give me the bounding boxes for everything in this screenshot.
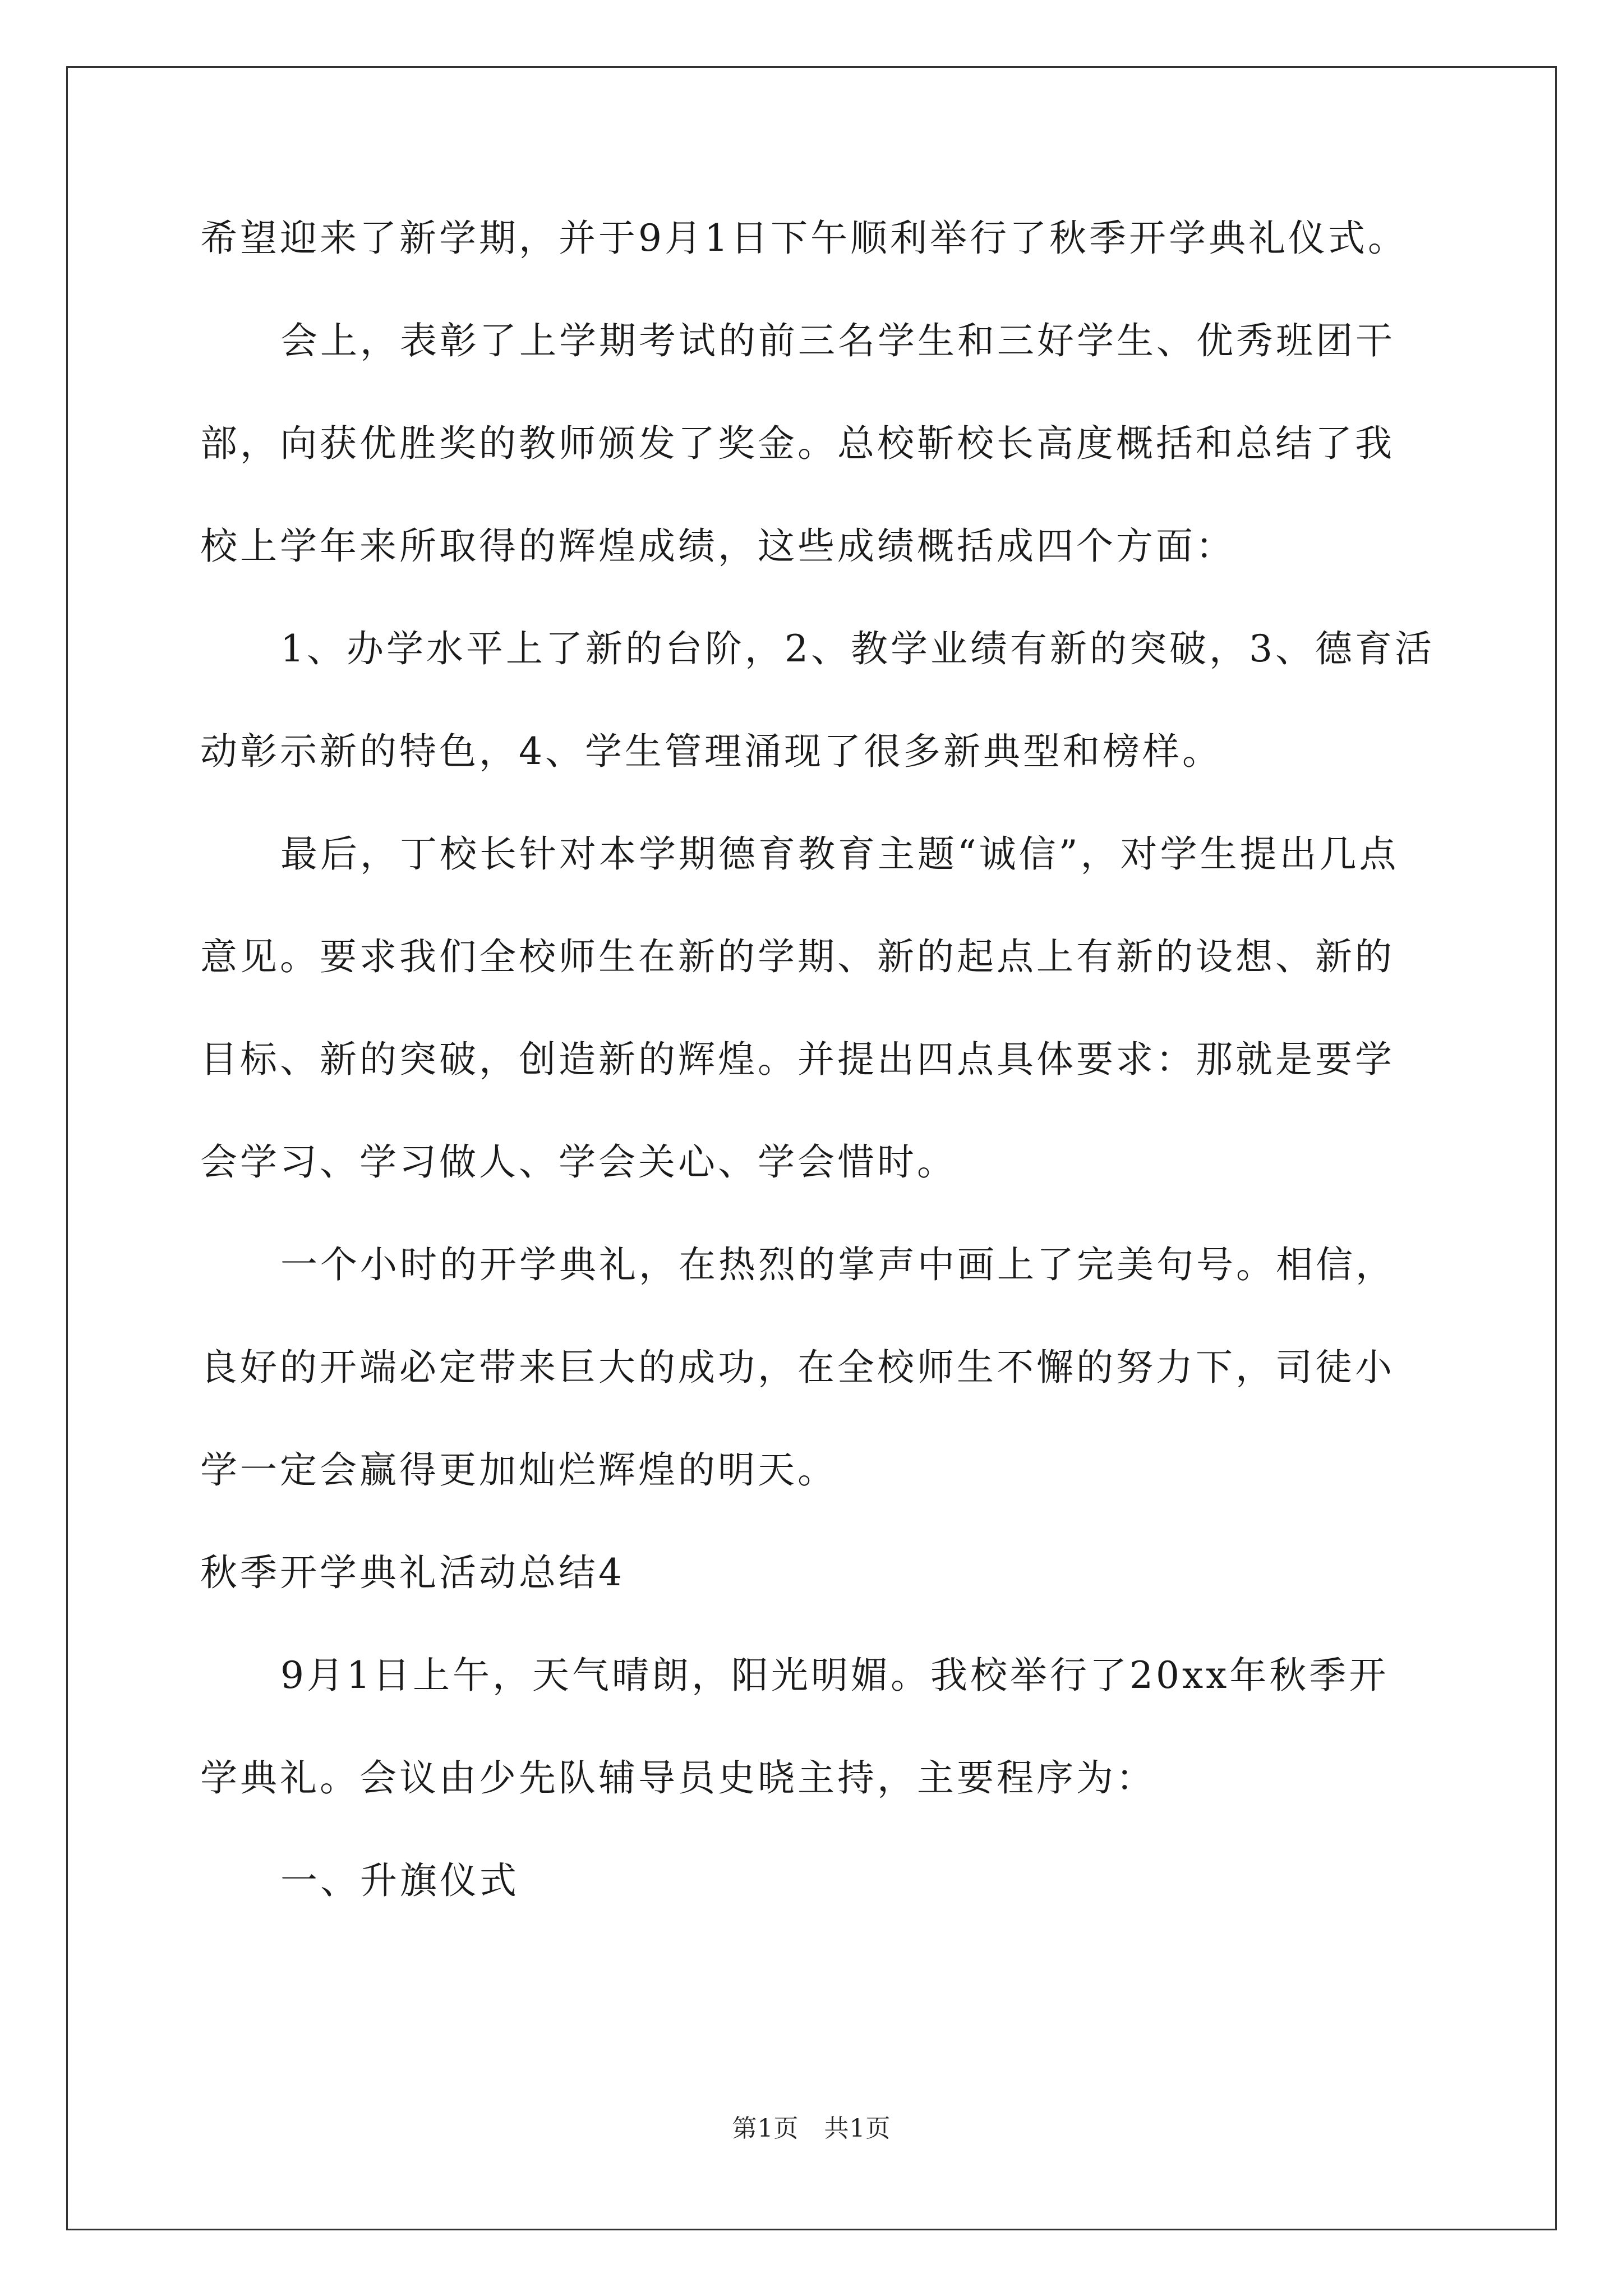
page-number-footer: 第1页 共1页 bbox=[732, 2114, 891, 2143]
text-line: 希望迎来了新学期，并于9月1日下午顺利举行了秋季开学典礼仪式。 bbox=[200, 217, 1408, 260]
section-heading: 秋季开学典礼活动总结4 bbox=[200, 1551, 625, 1594]
text-line: 1、办学水平上了新的台阶，2、教学业绩有新的突破，3、德育活 bbox=[280, 627, 1435, 670]
text-line: 会学习、学习做人、学会关心、学会惜时。 bbox=[200, 1140, 957, 1184]
text-line: 校上学年来所取得的辉煌成绩，这些成绩概括成四个方面： bbox=[200, 524, 1235, 568]
text-line: 9月1日上午，天气晴朗，阳光明媚。我校举行了20xx年秋季开 bbox=[280, 1654, 1389, 1697]
text-line: 学一定会赢得更加灿烂辉煌的明天。 bbox=[200, 1448, 837, 1492]
text-line: 意见。要求我们全校师生在新的学期、新的起点上有新的设想、新的 bbox=[200, 935, 1395, 978]
text-line: 动彰示新的特色，4、学生管理涌现了很多新典型和榜样。 bbox=[200, 730, 1222, 773]
text-line: 学典礼。会议由少先队辅导员史晓主持，主要程序为： bbox=[200, 1756, 1156, 1800]
text-line: 目标、新的突破，创造新的辉煌。并提出四点具体要求：那就是要学 bbox=[200, 1038, 1395, 1081]
text-line: 最后，丁校长针对本学期德育教育主题“诚信”，对学生提出几点 bbox=[280, 832, 1399, 876]
text-line: 一、升旗仪式 bbox=[280, 1859, 519, 1902]
text-line: 会上，表彰了上学期考试的前三名学生和三好学生、优秀班团干 bbox=[280, 319, 1395, 362]
document-body bbox=[200, 217, 1435, 1965]
text-line: 良好的开端必定带来巨大的成功，在全校师生不懈的努力下，司徒小 bbox=[200, 1346, 1395, 1389]
text-line: 部，向获优胜奖的教师颁发了奖金。总校靳校长高度概括和总结了我 bbox=[200, 422, 1395, 465]
text-line: 一个小时的开学典礼，在热烈的掌声中画上了完美句号。相信， bbox=[280, 1243, 1395, 1286]
